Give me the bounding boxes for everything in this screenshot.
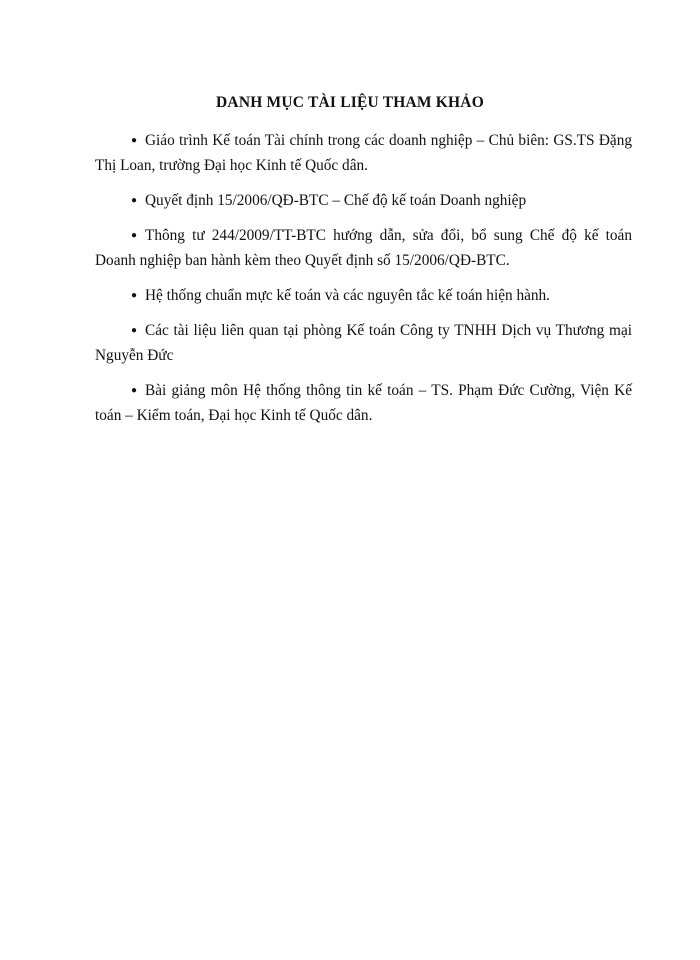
reference-text: Các tài liệu liên quan tại phòng Kế toán Công ty TNHH Dịch vụ Thương mại Nguyễn Đức xyxy=(95,322,632,364)
reference-item xyxy=(95,378,632,428)
bullet-icon: ● xyxy=(131,195,138,206)
reference-text: Bài giảng môn Hệ thống thông tin kế toán – TS. Phạm Đức Cường, Viện Kế toán – Kiểm toán, Đại học Kinh tế Quốc dân. xyxy=(95,382,632,424)
reference-text: Hệ thống chuẩn mực kế toán và các nguyên tắc kế toán hiện hành. xyxy=(145,287,551,304)
bullet-icon: ● xyxy=(131,325,138,336)
reference-item xyxy=(95,318,632,368)
bullet-icon: ● xyxy=(131,290,138,301)
bullet-icon: ● xyxy=(131,230,138,241)
reference-text: Quyết định 15/2006/QĐ-BTC – Chế độ kế toán Doanh nghiệp xyxy=(145,192,527,209)
bullet-icon: ● xyxy=(131,385,138,396)
reference-text: Thông tư 244/2009/TT-BTC hướng dẫn, sửa đổi, bổ sung Chế độ kế toán Doanh nghiệp ban hành kèm theo Quyết định số 15/2006/QĐ-BTC. xyxy=(95,227,632,269)
reference-item xyxy=(95,223,632,273)
reference-list xyxy=(95,128,632,438)
reference-text: Giáo trình Kế toán Tài chính trong các doanh nghiệp – Chủ biên: GS.TS Đặng Thị Loan, trường Đại học Kinh tế Quốc dân. xyxy=(95,132,632,174)
reference-item xyxy=(95,128,632,178)
page-title: DANH MỤC TÀI LIỆU THAM KHẢO xyxy=(216,94,484,111)
reference-item xyxy=(95,283,632,308)
reference-item xyxy=(95,188,632,213)
bullet-icon: ● xyxy=(131,135,138,146)
